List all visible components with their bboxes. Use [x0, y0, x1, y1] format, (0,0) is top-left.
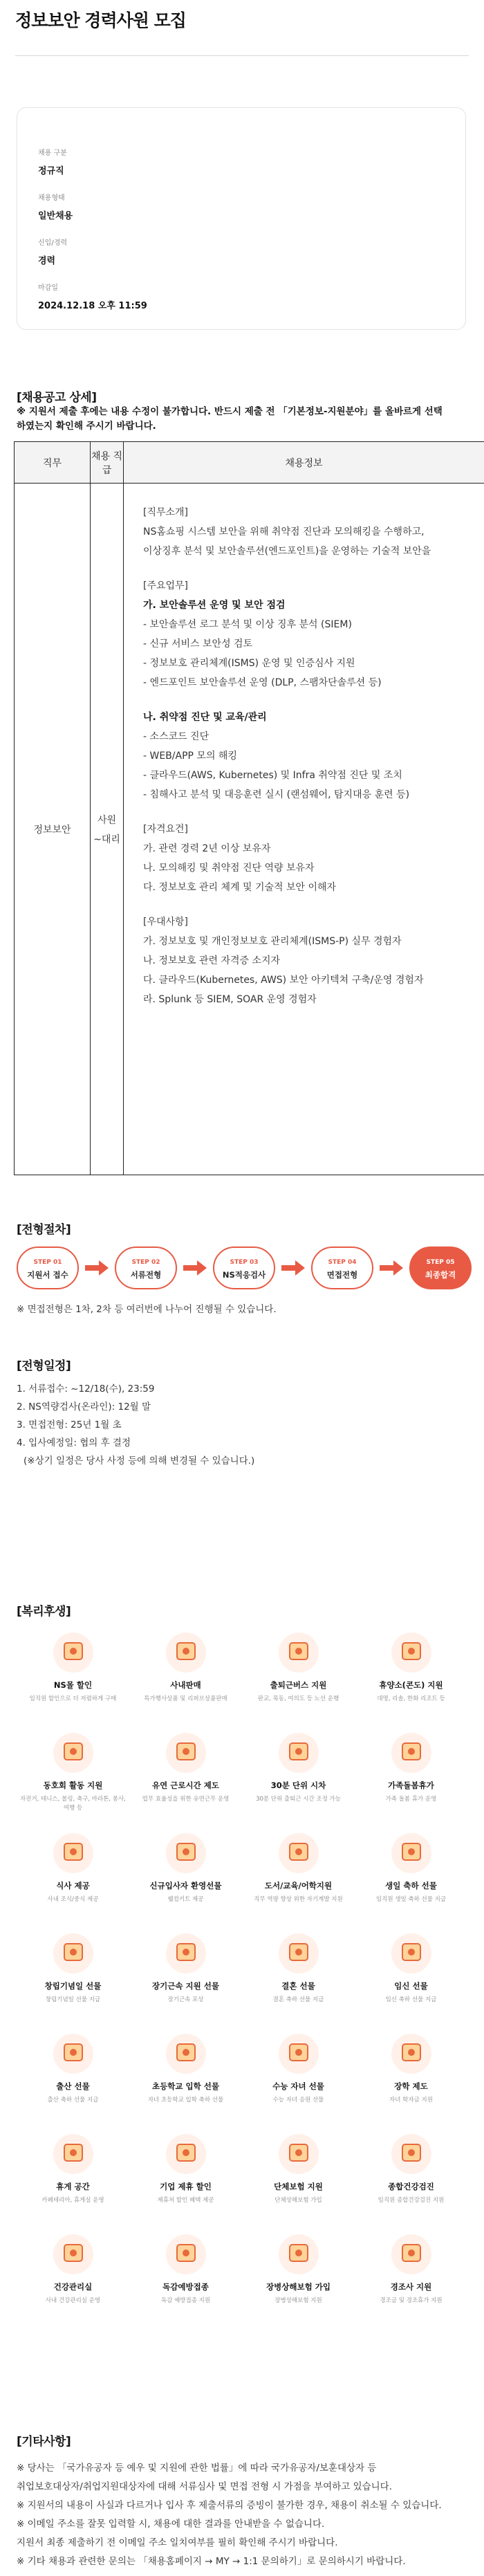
arrow-right-icon — [280, 1259, 306, 1277]
benefit-title: 휴게 공간 — [56, 2182, 90, 2191]
step-label: 최종합격 — [425, 1270, 456, 1280]
graduation-icon — [279, 2034, 319, 2074]
cake-icon — [391, 1833, 431, 1873]
info-line: [주요업무] — [143, 580, 189, 591]
benefit-desc: 출산 축하 선물 지급 — [47, 2097, 99, 2104]
info-line: [직무소개] — [143, 507, 189, 518]
benefit-item — [355, 2234, 467, 2306]
benefit-item — [242, 1833, 355, 1904]
page-title: 정보보안 경력사원 모집 — [15, 10, 186, 30]
benefit-item — [242, 1733, 355, 1804]
step-2 — [115, 1246, 177, 1289]
job-table — [14, 441, 484, 1175]
step-number: STEP 05 — [426, 1259, 455, 1266]
process-steps — [17, 1246, 473, 1291]
benefit-item — [242, 2134, 355, 2205]
info-line: 나. 취약점 진단 및 교육/관리 — [143, 712, 267, 723]
benefit-desc: 특가행사상품 및 리퍼브상품판매 — [144, 1695, 227, 1702]
rank-cell — [91, 484, 124, 1175]
gift-icon — [166, 1833, 206, 1873]
step-number: STEP 04 — [328, 1259, 357, 1266]
benefit-desc: 웰컴키트 제공 — [167, 1896, 204, 1903]
benefit-desc: 임직원 할인으로 더 저렴하게 구매 — [29, 1695, 117, 1702]
info-line: 라. Splunk 등 SIEM, SOAR 운영 경험자 — [143, 994, 317, 1005]
benefit-item — [17, 2134, 129, 2205]
summary-value: 경력 — [38, 256, 56, 266]
detail-heading: [채용공고 상세] — [17, 391, 97, 405]
process-heading: [전형절차] — [17, 1223, 71, 1237]
benefit-desc: 창립기념일 선물 지급 — [45, 1996, 101, 2003]
summary-hiring-form — [38, 192, 73, 221]
benefit-desc: 직무 역량 향상 위한 자기계발 지원 — [254, 1896, 343, 1903]
benefit-title: NS몰 할인 — [53, 1680, 93, 1690]
etc-list — [17, 2459, 466, 2571]
etc-line: ※ 지원서의 내용이 사실과 다르거나 입사 후 제출서류의 증빙이 불가한 경우, 채용이 취소될 수 있습니다. — [17, 2500, 442, 2511]
info-line: [자격요건] — [143, 824, 189, 835]
step-3 — [213, 1246, 275, 1289]
etc-heading: [기타사항] — [17, 2435, 71, 2449]
benefit-desc: 자녀 학자금 지원 — [389, 2097, 433, 2104]
info-line: 나. 모의해킹 및 취약점 진단 역량 보유자 — [143, 863, 315, 874]
arrow-right-icon — [378, 1259, 404, 1277]
benefit-item — [355, 2134, 467, 2205]
benefit-title: 가족돌봄휴가 — [388, 1781, 434, 1790]
building-icon — [53, 1933, 93, 1974]
benefit-item — [129, 2134, 242, 2205]
flower-icon — [391, 2234, 431, 2274]
info-line: 가. 정보보호 및 개인정보보호 관리체계(ISMS-P) 실무 경험자 — [143, 936, 402, 947]
benefit-title: 식사 제공 — [56, 1881, 90, 1890]
schedule-note: (※상기 일정은 당사 사정 등에 의해 변경될 수 있습니다.) — [24, 1455, 255, 1466]
calendar-icon — [166, 1733, 206, 1773]
benefit-title: 단체보험 지원 — [274, 2182, 323, 2191]
summary-employment-type — [38, 147, 67, 176]
process-note: ※ 면접전형은 1차, 2차 등 여러번에 나누어 진행될 수 있습니다. — [17, 1304, 277, 1315]
info-line: 가. 관련 경력 2년 이상 보유자 — [143, 843, 271, 854]
benefit-desc: 판교, 목동, 여의도 등 노선 운행 — [257, 1695, 339, 1702]
step-4 — [311, 1246, 373, 1289]
summary-value: 2024.12.18 오후 11:59 — [38, 301, 147, 311]
dumbbell-icon — [391, 1632, 431, 1673]
benefit-title: 유연 근로시간 제도 — [152, 1781, 219, 1790]
benefit-title: 장병상해보험 가입 — [266, 2282, 331, 2292]
family-icon — [391, 1733, 431, 1773]
benefit-item — [129, 1933, 242, 2005]
benefit-title: 장학 제도 — [394, 2081, 428, 2091]
benefit-item — [17, 1933, 129, 2005]
info-line: - 클라우드(AWS, Kubernetes) 및 Infra 취약점 진단 및 조치 — [143, 770, 402, 781]
benefit-title: 창립기념일 선물 — [44, 1981, 102, 1991]
job-cell: 정보보안 — [15, 484, 91, 1175]
benefit-title: 수능 자녀 선물 — [272, 2081, 324, 2091]
step-label: 서류전형 — [130, 1270, 162, 1280]
benefit-item — [129, 2034, 242, 2105]
couple-icon — [279, 1933, 319, 1974]
info-cell — [124, 484, 484, 1175]
benefit-desc: 대명, 리솔, 한화 리조트 등 — [377, 1695, 445, 1702]
benefit-item — [355, 1833, 467, 1904]
benefit-title: 30분 단위 시차 — [270, 1781, 326, 1790]
benefits-heading: [복리후생] — [17, 1605, 71, 1619]
table-row — [15, 484, 484, 1175]
benefit-title: 신규입사자 환영선물 — [149, 1881, 222, 1890]
table-header-row — [15, 442, 484, 484]
book-icon — [279, 1833, 319, 1873]
info-line: NS홈쇼핑 시스템 보안을 위해 취약점 진단과 모의해킹을 수행하고, — [143, 526, 425, 537]
benefit-desc: 사내 조식/중식 제공 — [47, 1896, 99, 1903]
benefit-item — [355, 1632, 467, 1704]
school-icon — [166, 2034, 206, 2074]
summary-label: 마감일 — [38, 284, 58, 292]
benefit-desc: 임직원 생일 축하 선물 지급 — [375, 1896, 447, 1903]
bus-icon — [279, 1632, 319, 1673]
birth-icon — [53, 2034, 93, 2074]
benefit-item — [129, 1833, 242, 1904]
header-info: 채용정보 — [124, 442, 484, 484]
benefit-item — [17, 2034, 129, 2105]
summary-label: 채용 구분 — [38, 149, 67, 157]
etc-line: ※ 당사는 「국가유공자 등 예우 및 지원에 관한 법률」에 따라 국가유공자/보훈대상자 등 — [17, 2463, 377, 2474]
title-divider — [15, 55, 469, 56]
info-line: - 신규 서비스 보안성 검토 — [143, 638, 253, 650]
benefit-item — [129, 1733, 242, 1804]
benefit-item — [355, 1933, 467, 2005]
summary-label: 신입/경력 — [38, 239, 68, 247]
step-number: STEP 01 — [33, 1259, 62, 1266]
benefit-desc: 독감 예방접종 지원 — [160, 2297, 211, 2304]
summary-value: 일반채용 — [38, 211, 73, 221]
health-icon — [391, 2134, 431, 2174]
benefit-item — [129, 1632, 242, 1704]
benefit-desc: 장기근속 포상 — [167, 1996, 204, 2003]
schedule-line: 3. 면접전형: 25년 1월 초 — [17, 1419, 122, 1430]
benefit-desc: 자녀 초등학교 입학 축하 선물 — [147, 2097, 224, 2104]
benefit-title: 건강관리실 — [53, 2282, 93, 2292]
benefit-desc: 업무 효율성을 위한 유연근무 운영 — [142, 1796, 230, 1803]
info-line: 가. 보안솔루션 운영 및 보안 점검 — [143, 600, 286, 611]
info-line: - 침해사고 분석 및 대응훈련 실시 (랜섬웨어, 탐지대응 훈련 등) — [143, 789, 410, 800]
card-icon — [53, 1632, 93, 1673]
benefit-title: 사내판매 — [170, 1680, 201, 1690]
benefit-desc: 가족 돌봄 휴가 운영 — [385, 1796, 437, 1803]
etc-line: ※ 기타 채용과 관련한 문의는 「채용홈페이지 → MY → 1:1 문의하기」로 문의하시기 바랍니다. — [17, 2556, 406, 2567]
schedule-heading: [전형일정] — [17, 1359, 71, 1373]
benefit-title: 도서/교육/어학지원 — [264, 1881, 333, 1890]
bike-icon — [53, 1733, 93, 1773]
benefit-desc: 임직원 종합건강검진 지원 — [378, 2197, 445, 2204]
etc-line: 지원서 최종 제출하기 전 이메일 주소 일치여부를 필히 확인해 주시기 바랍니다. — [17, 2537, 338, 2548]
info-line: 다. 정보보호 관리 체계 및 기술적 보안 이해자 — [143, 882, 337, 893]
benefit-title: 종합건강검진 — [388, 2182, 434, 2191]
rank-line: ~대리 — [93, 834, 120, 845]
arrow-right-icon — [84, 1259, 110, 1277]
info-line: - 소스코드 진단 — [143, 731, 210, 742]
heart-icon — [53, 2234, 93, 2274]
benefit-item — [242, 2034, 355, 2105]
benefit-title: 독감예방접종 — [162, 2282, 209, 2292]
step-1 — [17, 1246, 79, 1289]
benefit-item — [129, 2234, 242, 2306]
summary-label: 채용형태 — [38, 194, 65, 202]
step-number: STEP 03 — [230, 1259, 259, 1266]
info-line: - 엔드포인트 보안솔루션 운영 (DLP, 스팸차단솔루션 등) — [143, 677, 382, 688]
summary-card — [17, 107, 466, 330]
etc-line: 취업보호대상자/취업지원대상자에 대해 서류심사 및 면접 전형 시 가점을 부여하고 있습니다. — [17, 2481, 393, 2492]
schedule-line: 1. 서류접수: ~12/18(수), 23:59 — [17, 1383, 155, 1395]
benefit-title: 생일 축하 선물 — [385, 1881, 437, 1890]
stethoscope-icon — [166, 2234, 206, 2274]
summary-value: 정규직 — [38, 166, 64, 176]
medal-icon — [166, 1933, 206, 1974]
benefit-desc: 카페테리아, 휴게실 운영 — [41, 2197, 104, 2204]
info-line: 이상징후 분석 및 보안솔루션(엔드포인트)을 운영하는 기술적 보안을 — [143, 546, 431, 557]
benefit-desc: 임신 축하 선물 지급 — [385, 1996, 437, 2003]
benefit-title: 초등학교 입학 선물 — [152, 2081, 219, 2091]
benefit-item — [17, 1833, 129, 1904]
step-label: 지원서 접수 — [27, 1270, 68, 1280]
benefit-item — [242, 1632, 355, 1704]
benefit-title: 출산 선물 — [56, 2081, 90, 2091]
info-line: [우대사항] — [143, 917, 189, 928]
insurance-icon — [279, 2134, 319, 2174]
info-line: - 정보보호 관리체계(ISMS) 운영 및 인증심사 지원 — [143, 658, 355, 669]
clipboard-icon — [279, 2234, 319, 2274]
handshake-icon — [166, 2134, 206, 2174]
clock-icon — [279, 1733, 319, 1773]
benefit-item — [17, 2234, 129, 2306]
benefit-desc: 제휴처 할인 혜택 제공 — [157, 2197, 214, 2204]
benefit-item — [355, 2034, 467, 2105]
header-rank: 채용 직급 — [91, 442, 124, 484]
benefit-title: 결혼 선물 — [281, 1981, 315, 1991]
arrow-right-icon — [182, 1259, 208, 1277]
benefit-title: 휴양소(콘도) 지원 — [379, 1680, 443, 1690]
benefit-item — [17, 1733, 129, 1813]
schedule-line: 2. NS역량검사(온라인): 12월 말 — [17, 1401, 151, 1413]
schedule-line: 4. 입사예정일: 협의 후 결정 — [17, 1437, 131, 1448]
benefit-item — [17, 1632, 129, 1704]
benefit-title: 동호회 활동 지원 — [43, 1781, 103, 1790]
benefit-item — [242, 2234, 355, 2306]
summary-career-level — [38, 237, 67, 266]
benefit-title: 임신 선물 — [394, 1981, 428, 1991]
benefit-desc: 단체상해보험 가입 — [274, 2197, 322, 2204]
house-icon — [166, 1632, 206, 1673]
info-line: 다. 클라우드(Kubernetes, AWS) 보안 아키텍쳐 구축/운영 경험자 — [143, 975, 424, 986]
benefit-desc: 수능 자녀 응원 선물 — [272, 2097, 324, 2104]
summary-deadline — [38, 282, 147, 311]
step-label: NS적응검사 — [222, 1270, 266, 1280]
step-label: 면접전형 — [326, 1270, 358, 1280]
benefit-title: 경조사 지원 — [390, 2282, 432, 2292]
benefit-desc: 30분 단위 출퇴근 시간 조정 가능 — [256, 1796, 341, 1803]
baby-icon — [391, 1933, 431, 1974]
step-number: STEP 02 — [131, 1259, 160, 1266]
benefit-title: 출퇴근버스 지원 — [270, 1680, 327, 1690]
rank-line: 사원 — [97, 814, 117, 826]
coffee-icon — [53, 2134, 93, 2174]
benefit-desc: 사내 건강관리실 운영 — [45, 2297, 101, 2304]
benefit-item — [355, 1733, 467, 1804]
scholarship-icon — [391, 2034, 431, 2074]
benefit-desc: 결혼 축하 선물 지급 — [272, 1996, 324, 2003]
benefit-desc: 자전거, 테니스, 볼링, 축구, 마라톤, 봉사, 여행 등 — [20, 1796, 126, 1812]
info-line: - 보안솔루션 로그 분석 및 이상 징후 분석 (SIEM) — [143, 619, 352, 630]
detail-notice: ※ 지원서 제출 후에는 내용 수정이 불가합니다. 반드시 제출 전 「기본정보-지원분야」를 올바르게 선택하였는지 확인해 주시기 바랍니다. — [17, 406, 443, 432]
benefit-desc: 경조금 및 경조휴가 지원 — [380, 2297, 443, 2304]
benefit-title: 장기근속 지원 선물 — [152, 1981, 219, 1991]
schedule-list — [17, 1380, 254, 1470]
benefit-item — [242, 1933, 355, 2005]
info-line: - WEB/APP 모의 해킹 — [143, 751, 237, 762]
info-lines — [143, 503, 484, 1009]
step-5 — [409, 1246, 472, 1289]
etc-line: ※ 이메일 주소를 잘못 입력할 시, 채용에 대한 결과를 안내받을 수 없습니다. — [17, 2519, 325, 2530]
benefit-desc: 장병상해보험 지원 — [274, 2297, 322, 2304]
info-line: 나. 정보보호 관련 자격증 소지자 — [143, 955, 281, 966]
benefit-title: 기업 제휴 할인 — [160, 2182, 212, 2191]
meal-icon — [53, 1833, 93, 1873]
header-job: 직무 — [15, 442, 91, 484]
